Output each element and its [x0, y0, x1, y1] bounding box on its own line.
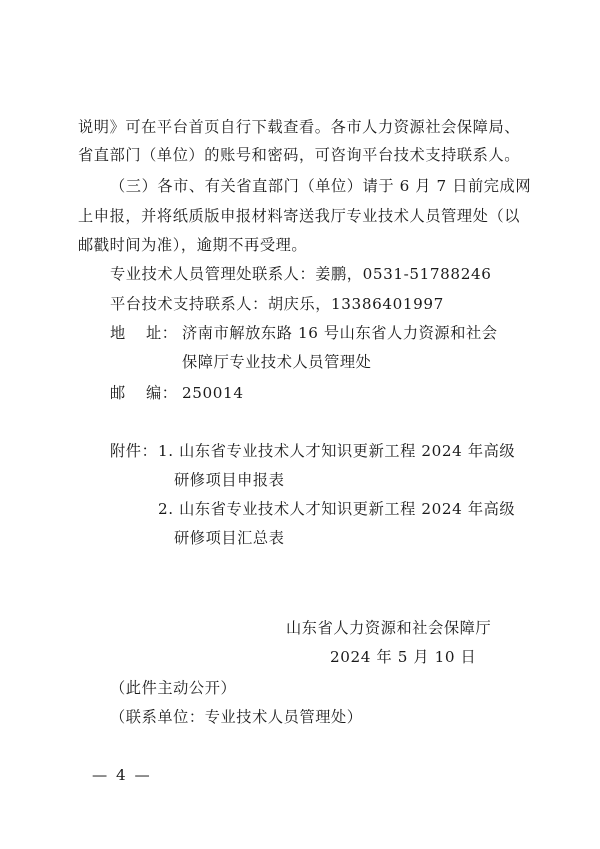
attachments-label: 附件： — [110, 442, 158, 460]
postcode-row — [110, 383, 244, 403]
address-line-1: 济南市解放东路 16 号山东省人力资源和社会 — [182, 324, 498, 342]
paragraph-1-line-2: 省直部门（单位）的账号和密码，可咨询平台技术支持联系人。 — [78, 146, 521, 164]
paragraph-2-line-2: 上申报，并将纸质版申报材料寄送我厅专业技术人员管理处（以 — [78, 207, 521, 225]
address-row — [110, 323, 498, 343]
paragraph-1-line-1: 说明》可在平台首页自行下载查看。各市人力资源社会保障局、 — [78, 118, 521, 136]
contact-unit-note: （联系单位：专业技术人员管理处） — [110, 708, 363, 726]
disclosure-note: （此件主动公开） — [110, 679, 237, 697]
attachment-1-line-2: 研修项目申报表 — [174, 471, 285, 489]
postcode-label: 邮 编： — [110, 384, 178, 402]
signing-organization: 山东省人力资源和社会保障厅 — [286, 619, 492, 637]
attachment-2-line-1: 2. 山东省专业技术人才知识更新工程 2024 年高级 — [158, 500, 516, 518]
page-number: — 4 — — [92, 766, 152, 784]
address-label: 地 址： — [110, 324, 178, 342]
postcode-value: 250014 — [182, 384, 244, 402]
platform-contact: 平台技术支持联系人：胡庆乐，13386401997 — [110, 295, 444, 313]
paragraph-2-line-1: （三）各市、有关省直部门（单位）请于 6 月 7 日前完成网 — [110, 177, 532, 195]
address-line-2: 保障厅专业技术人员管理处 — [182, 353, 372, 371]
signing-date: 2024 年 5 月 10 日 — [330, 648, 477, 666]
paragraph-2-line-3: 邮戳时间为准），逾期不再受理。 — [78, 236, 308, 254]
office-contact: 专业技术人员管理处联系人：姜鹏，0531-51788246 — [110, 265, 492, 283]
attachment-2-line-2: 研修项目汇总表 — [174, 529, 285, 547]
attachment-1-line-1: 1. 山东省专业技术人才知识更新工程 2024 年高级 — [158, 442, 516, 460]
